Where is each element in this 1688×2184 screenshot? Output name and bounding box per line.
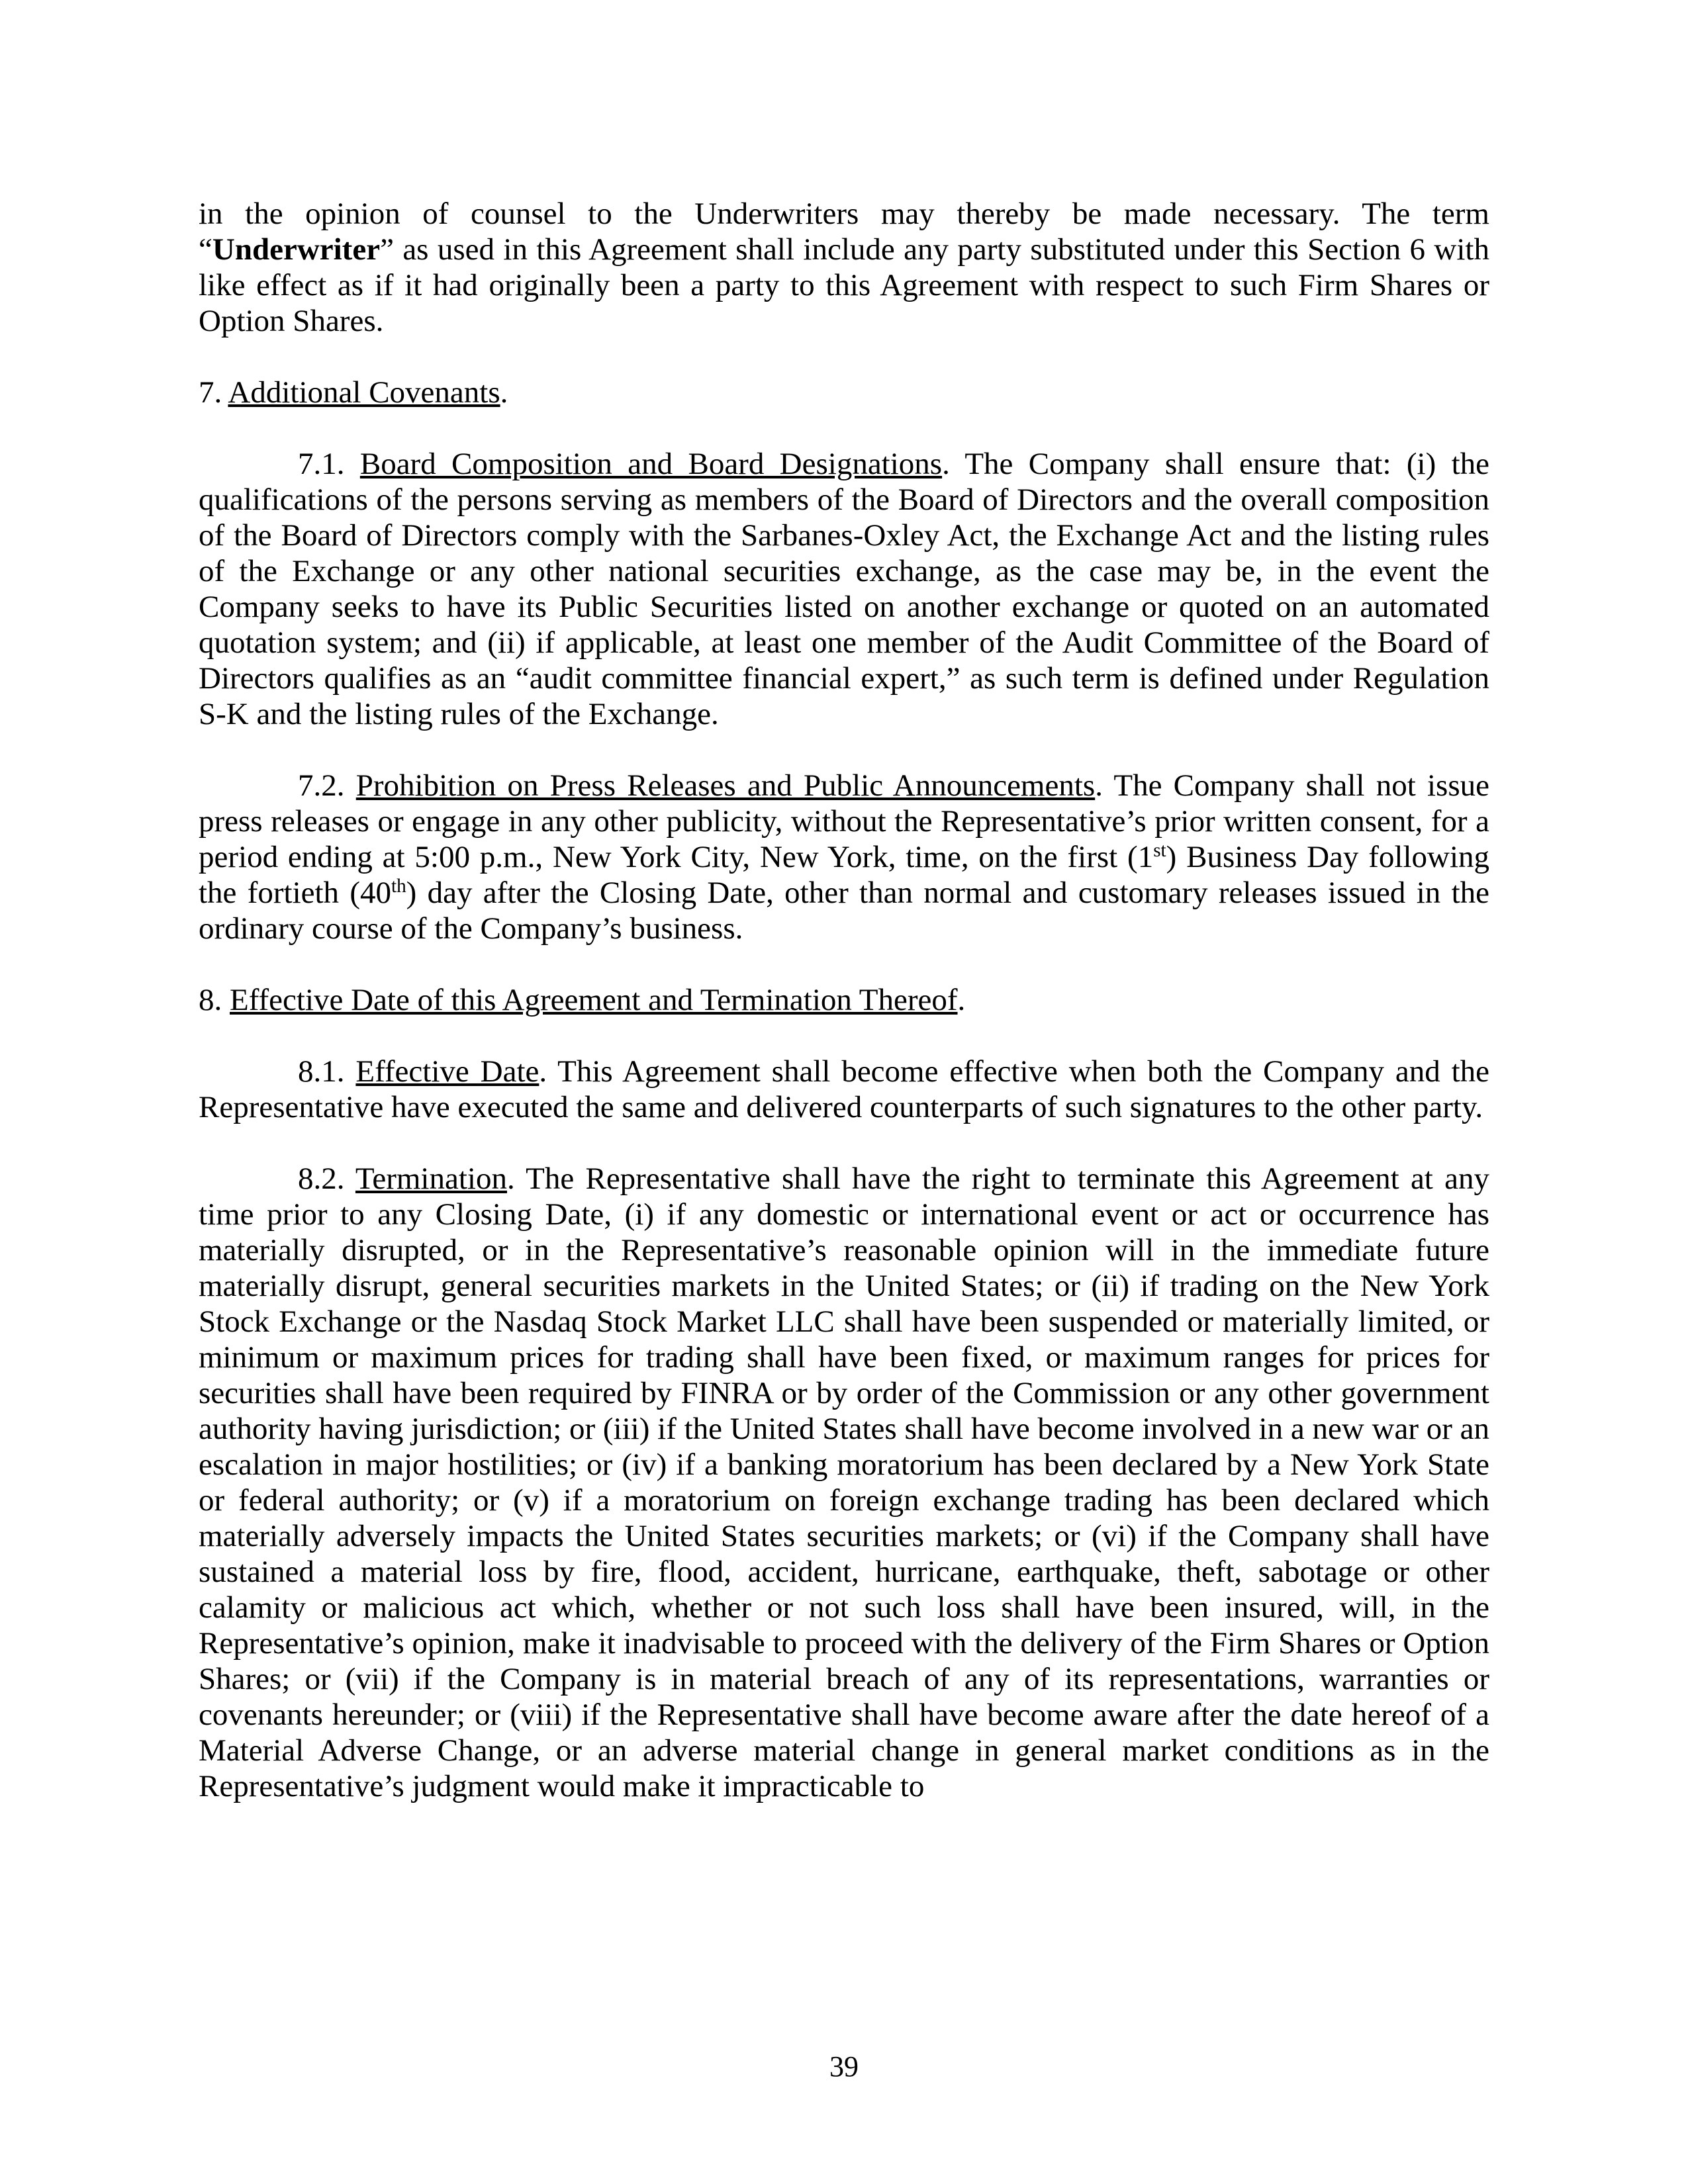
text-run: st [1153, 839, 1166, 861]
heading-section-7 [199, 375, 1489, 410]
heading-section-8 [199, 982, 1489, 1018]
text-run: Prohibition on Press Releases and Public Announcements [355, 768, 1096, 803]
document-body [199, 196, 1489, 1804]
text-run: 8.1. [298, 1054, 356, 1089]
text-run: ) Business Day following the fortieth (40 [199, 840, 1489, 910]
text-run: . The Representative shall have the right to terminate this Agreement at any time prior to any Closing Date, (i) if any domestic or international event or act or occurrence has materially disrupted, or in the Representative’s reasonable opinion will in the immediate future materially disrupt, general securities markets in the United States; or (ii) if trading on the New York Stock Exchange or the Nasdaq Stock Market LLC shall have been suspended or materially limited, or minimum or maximum prices for trading shall have been fixed, or maximum ranges for prices for securities shall have been required by FINRA or by order of the Commission or any other government authority having jurisdiction; or (iii) if the United States shall have become involved in a new war or an escalation in major hostilities; or (iv) if a banking moratorium has been declared by a New York State or federal authority; or (v) if a moratorium on foreign exchange trading has been declared which materially adversely impacts the United States securities markets; or (vi) if the Company shall have sustained a material loss by fire, flood, accident, hurricane, earthquake, theft, sabotage or other calamity or malicious act which, whether or not such loss shall have been insured, will, in the Representative’s opinion, make it inadvisable to proceed with the delivery of the Firm Shares or Option Shares; or (vii) if the Company is in material breach of any of its representations, warranties or covenants hereunder; or (viii) if the Representative shall have become aware after the date hereof of a Material Adverse Change, or an adverse material change in general market conditions as in the Representative’s judgment would make it impracticable to [199, 1161, 1489, 1803]
text-run: 8.2. [298, 1161, 355, 1196]
text-run: . This Agreement shall become effective when both the Company and the Representative have executed the same and delivered counterparts of such signatures to the other party. [199, 1054, 1489, 1124]
para-8-2-termination [199, 1161, 1489, 1804]
para-8-1-effective-date [199, 1054, 1489, 1125]
para-section6-continuation [199, 196, 1489, 339]
text-run: Effective Date of this Agreement and Termination Thereof [230, 983, 958, 1017]
text-run: 8. [199, 983, 230, 1017]
text-run: . [500, 375, 508, 410]
text-run: Underwriter [212, 232, 381, 267]
text-run: Additional Covenants [228, 375, 500, 410]
text-run: th [391, 875, 406, 897]
text-run: in the opinion of counsel to the Underwriters may thereby be made necessary. The term “ [199, 197, 1489, 267]
text-run: 7. [199, 375, 228, 410]
page-number: 39 [829, 2050, 859, 2083]
text-run: 7.1. [298, 447, 360, 481]
para-7-2-prohibition-press-releases [199, 768, 1489, 946]
text-run: ) day after the Closing Date, other than normal and customary releases issued in the ordinary course of the Company’s business. [199, 876, 1489, 946]
text-run: . The Company shall not issue press releases or engage in any other publicity, without the Representative’s prior written consent, for a period ending at 5:00 p.m., New York City, New York, time, on the first (1 [199, 768, 1489, 874]
para-7-1-board-composition [199, 446, 1489, 732]
text-run: Board Composition and Board Designations [359, 447, 943, 481]
text-run: . [957, 983, 966, 1017]
text-run: ” as used in this Agreement shall include any party substituted under this Section 6 with like effect as if it had originally been a party to this Agreement with respect to such Firm Shares or Option Shares. [199, 232, 1489, 338]
text-run: Effective Date [355, 1054, 539, 1089]
text-run: . The Company shall ensure that: (i) the qualifications of the persons serving as members of the Board of Directors and the overall composition of the Board of Directors comply with the Sarbanes-Oxley Act, the Exchange Act and the listing rules of the Exchange or any other national securities exchange, as the case may be, in the event the Company seeks to have its Public Securities listed on another exchange or quoted on an automated quotation system; and (ii) if applicable, at least one member of the Audit Committee of the Board of Directors qualifies as an “audit committee financial expert,” as such term is defined under Regulation S-K and the listing rules of the Exchange. [199, 447, 1489, 731]
text-run: Termination [355, 1161, 507, 1196]
text-run: 7.2. [298, 768, 356, 803]
